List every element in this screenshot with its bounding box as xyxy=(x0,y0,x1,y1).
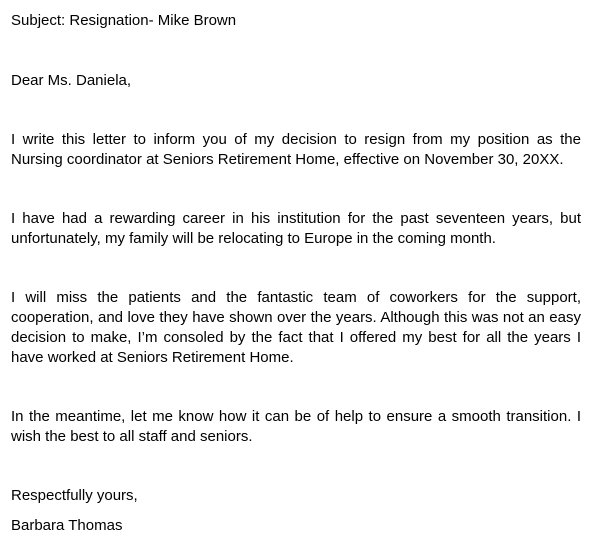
letter-paragraph-3: I will miss the patients and the fantastic team of coworkers for the support, cooperation, and love they have shown over the years. Although this was not an easy decision to make, I’m consoled by the fact that I offered my best for all the years I have worked at Seniors Retirement Home. xyxy=(11,289,581,366)
resignation-letter xyxy=(11,11,581,536)
letter-paragraph-2: I have had a rewarding career in his institution for the past seventeen years, but unfortunately, my family will be relocating to Europe in the coming month. xyxy=(11,210,581,247)
letter-closing: Respectfully yours, xyxy=(11,487,138,504)
letter-paragraph-1: I write this letter to inform you of my decision to resign from my position as the Nursing coordinator at Seniors Retirement Home, effective on November 30, 20XX. xyxy=(11,131,581,168)
letter-paragraph-4: In the meantime, let me know how it can be of help to ensure a smooth transition. I wish the best to all staff and seniors. xyxy=(11,408,581,445)
letter-signature: Barbara Thomas xyxy=(11,517,123,534)
letter-subject: Subject: Resignation- Mike Brown xyxy=(11,12,237,29)
letter-salutation: Dear Ms. Daniela, xyxy=(11,72,132,89)
